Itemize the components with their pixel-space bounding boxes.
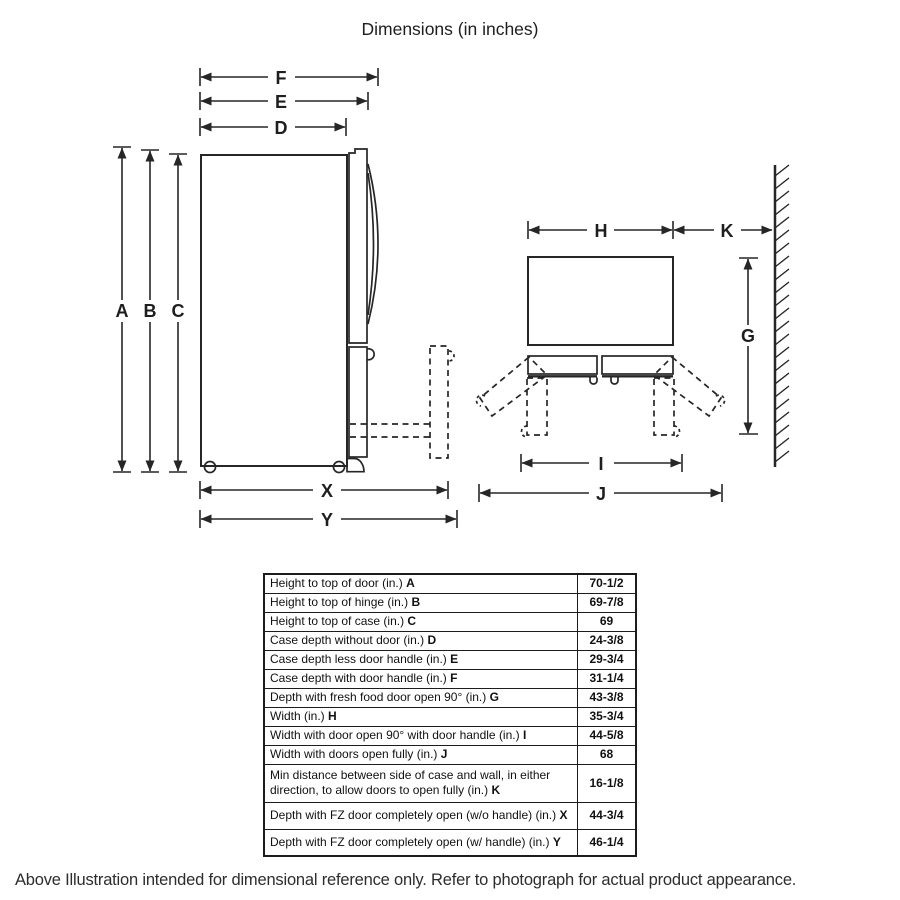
page-title: Dimensions (in inches) [361,19,539,39]
label-Y: Y [320,510,334,530]
fridge-door [349,149,367,343]
side-view [201,149,454,473]
dimension-label-cell: Case depth less door handle (in.) E [264,650,578,669]
left-door-closed [528,356,597,374]
dimension-value-cell: 29-3/4 [578,650,637,669]
label-X: X [320,481,334,501]
fridge-case [201,155,347,466]
freezer-foot [347,459,364,472]
table-row [264,631,636,650]
dimension-label-cell: Height to top of case (in.) C [264,612,578,631]
dimension-value-cell: 70-1/2 [578,574,637,593]
right-door-handle [611,378,618,385]
table-row [264,593,636,612]
dimension-label-cell: Depth with fresh food door open 90° (in.) G [264,688,578,707]
dimension-label-backgrounds [111,67,760,529]
dimension-value-cell: 69-7/8 [578,593,637,612]
label-I: I [598,454,604,474]
dimension-label-cell: Min distance between side of case and wall, in either direction, to allow doors to open fully (in.) K [264,764,578,802]
dimension-label-cell: Depth with FZ door completely open (w/o handle) (in.) X [264,802,578,829]
case-top-view [528,257,673,345]
right-door-closed [602,356,673,374]
table-row [264,650,636,669]
left-door-handle [590,378,597,385]
dimension-label-cell: Case depth without door (in.) D [264,631,578,650]
footer-note: Above Illustration intended for dimensional reference only. Refer to photograph for actual product appearance. [15,871,797,889]
dimension-label-cell: Width with doors open fully (in.) J [264,745,578,764]
wall-hatch [775,165,789,462]
label-G: G [740,326,756,346]
freezer-front [349,347,367,457]
label-J: J [595,484,607,504]
dimension-value-cell: 68 [578,745,637,764]
table-row [264,669,636,688]
dimension-value-cell: 16-1/8 [578,764,637,802]
left-door-open-full [480,357,547,416]
label-B: B [143,301,157,321]
dimensions-table-body [264,574,636,856]
label-K: K [720,221,734,241]
doors-open-dashed [476,357,724,437]
dimension-label-cell: Width (in.) H [264,707,578,726]
label-A: A [115,301,129,321]
dimension-label-cell: Depth with FZ door completely open (w/ handle) (in.) Y [264,829,578,856]
dimension-label-cell: Case depth with door handle (in.) F [264,669,578,688]
right-door-open-full [654,357,721,416]
dimension-label-cell: Height to top of hinge (in.) B [264,593,578,612]
label-E: E [274,92,288,112]
table-row [264,574,636,593]
door-handle-inner [368,173,374,315]
dimension-value-cell: 69 [578,612,637,631]
right-door-open-90 [654,378,674,435]
left-door-open-90 [527,378,547,435]
label-D: D [274,118,288,138]
table-row [264,764,636,802]
dimension-label-cell: Height to top of door (in.) A [264,574,578,593]
label-F: F [275,68,287,88]
dimension-value-cell: 35-3/4 [578,707,637,726]
freezer-door-open-dashed [350,346,454,458]
dimension-label-cell: Width with door open 90° with door handle (in.) I [264,726,578,745]
top-view [476,165,789,467]
dimension-value-cell: 24-3/8 [578,631,637,650]
dimension-value-cell: 44-3/4 [578,802,637,829]
freezer-handle [367,349,374,360]
dimension-value-cell: 43-3/8 [578,688,637,707]
dimensions-table [263,573,637,857]
table-row [264,829,636,856]
table-row [264,688,636,707]
table-row [264,612,636,631]
dimension-labels [116,68,756,530]
label-C: C [171,301,185,321]
table-row [264,726,636,745]
dimension-value-cell: 31-1/4 [578,669,637,688]
dimension-value-cell: 44-5/8 [578,726,637,745]
dimension-value-cell: 46-1/4 [578,829,637,856]
table-row [264,745,636,764]
label-H: H [594,221,608,241]
table-row [264,707,636,726]
table-row [264,802,636,829]
